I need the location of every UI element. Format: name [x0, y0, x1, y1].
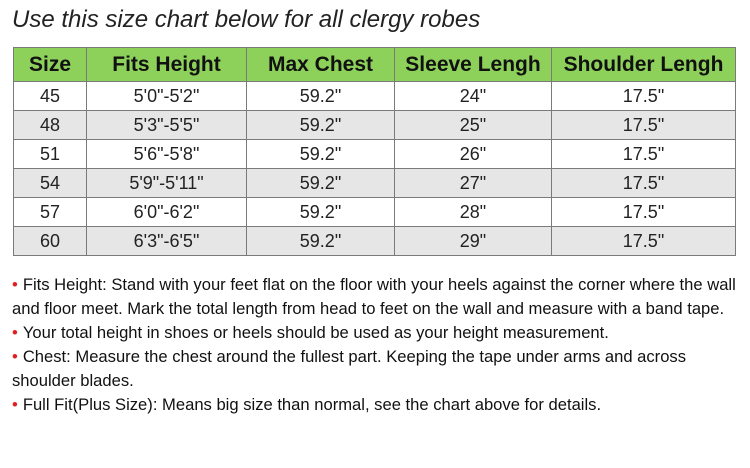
cell-sleeve-length: 26": [395, 140, 552, 169]
cell-shoulder-length: 17.5": [552, 82, 736, 111]
cell-sleeve-length: 29": [395, 227, 552, 256]
table-row: [14, 169, 736, 198]
note-total-height: [12, 321, 740, 345]
size-chart-table: [13, 47, 736, 256]
note-text: Chest: Measure the chest around the fullest part. Keeping the tape under arms and across shoulder blades.: [12, 347, 687, 390]
cell-max-chest: 59.2": [247, 82, 395, 111]
cell-shoulder-length: 17.5": [552, 198, 736, 227]
bullet-icon: •: [12, 323, 18, 342]
header-size: Size: [14, 48, 87, 82]
bullet-icon: •: [12, 347, 18, 366]
note-text: Your total height in shoes or heels should be used as your height measurement.: [22, 323, 609, 342]
header-sleeve-length: Sleeve Lengh: [395, 48, 552, 82]
cell-shoulder-length: 17.5": [552, 111, 736, 140]
cell-sleeve-length: 27": [395, 169, 552, 198]
note-text: Fits Height: Stand with your feet flat on the floor with your heels against the corner where the wall and floor meet. Mark the total length from head to feet on the wall and measure with a band tape.: [12, 275, 736, 318]
table-row: [14, 140, 736, 169]
cell-max-chest: 59.2": [247, 227, 395, 256]
cell-size: 45: [14, 82, 87, 111]
note-fits-height: [12, 273, 740, 321]
header-max-chest: Max Chest: [247, 48, 395, 82]
cell-max-chest: 59.2": [247, 140, 395, 169]
cell-shoulder-length: 17.5": [552, 140, 736, 169]
header-shoulder-length: Shoulder Lengh: [552, 48, 736, 82]
cell-fits-height: 5'6"-5'8": [87, 140, 247, 169]
cell-size: 57: [14, 198, 87, 227]
bullet-icon: •: [12, 275, 18, 294]
table-header-row: [14, 48, 736, 82]
cell-shoulder-length: 17.5": [552, 169, 736, 198]
header-fits-height: Fits Height: [87, 48, 247, 82]
table-row: [14, 111, 736, 140]
cell-sleeve-length: 28": [395, 198, 552, 227]
note-text: Full Fit(Plus Size): Means big size than normal, see the chart above for details.: [22, 395, 602, 414]
bullet-icon: •: [12, 395, 18, 414]
cell-fits-height: 5'9"-5'11": [87, 169, 247, 198]
cell-fits-height: 6'0"-6'2": [87, 198, 247, 227]
cell-shoulder-length: 17.5": [552, 227, 736, 256]
cell-fits-height: 5'3"-5'5": [87, 111, 247, 140]
cell-max-chest: 59.2": [247, 111, 395, 140]
cell-fits-height: 5'0"-5'2": [87, 82, 247, 111]
cell-sleeve-length: 25": [395, 111, 552, 140]
note-chest: [12, 345, 740, 393]
measurement-notes: [12, 273, 740, 417]
note-full-fit: [12, 393, 740, 417]
page-title: Use this size chart below for all clergy robes: [12, 6, 481, 33]
table-row: [14, 198, 736, 227]
cell-size: 48: [14, 111, 87, 140]
cell-sleeve-length: 24": [395, 82, 552, 111]
cell-size: 60: [14, 227, 87, 256]
cell-size: 51: [14, 140, 87, 169]
cell-fits-height: 6'3"-6'5": [87, 227, 247, 256]
cell-size: 54: [14, 169, 87, 198]
cell-max-chest: 59.2": [247, 198, 395, 227]
cell-max-chest: 59.2": [247, 169, 395, 198]
table-row: [14, 227, 736, 256]
table-row: [14, 82, 736, 111]
